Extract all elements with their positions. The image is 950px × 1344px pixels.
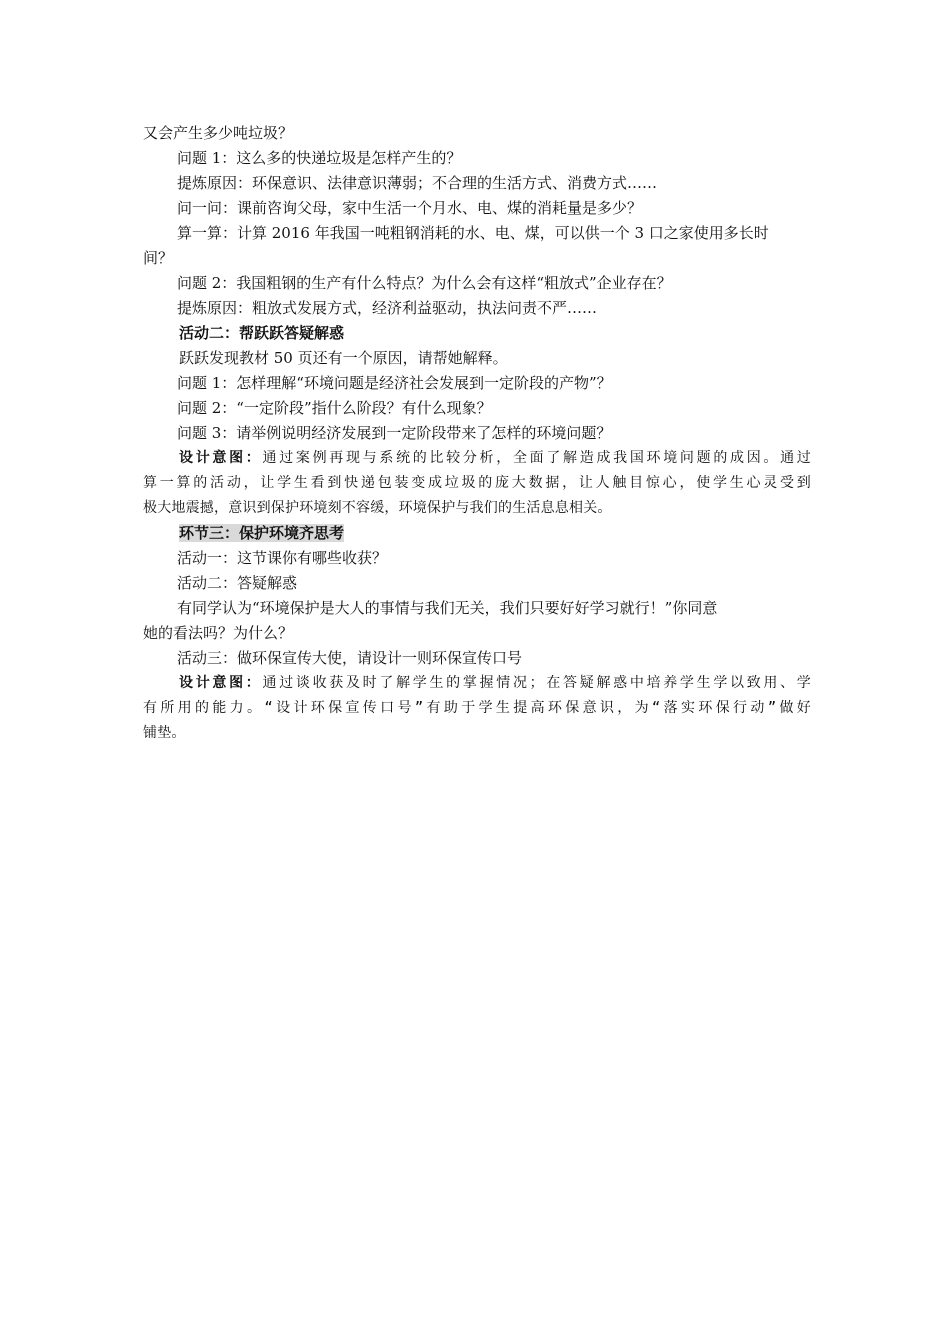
text-line: 又会产生多少吨垃圾？ — [143, 124, 294, 142]
section-heading — [143, 521, 811, 546]
reason-line: 提炼原因：粗放式发展方式，经济利益驱动，执法问责不严…… — [177, 299, 598, 317]
activity-heading: 活动二：帮跃跃答疑解惑 — [179, 324, 345, 342]
ask-line: 问一问：课前咨询父母，家中生活一个月水、电、煤的消耗量是多少？ — [177, 199, 643, 217]
activity-line: 活动二：答疑解惑 — [177, 574, 298, 592]
question-line: 问题 3：请举例说明经济发展到一定阶段带来了怎样的环境问题？ — [177, 424, 612, 442]
activity-line: 活动一：这节课你有哪些收获？ — [177, 549, 388, 567]
activity-line: 活动三：做环保宣传大使，请设计一则环保宣传口号 — [177, 649, 523, 667]
design-intent-line: 设计意图：通过谈收获及时了解学生的掌握情况；在答疑解惑中培养学生学以致用、学 — [179, 675, 812, 691]
text-line: 有同学认为“环境保护是大人的事情与我们无关，我们只要好好学习就行！”你同意 — [177, 599, 718, 617]
lesson-plan-text — [143, 121, 811, 746]
question-line: 问题 2：我国粗钢的生产有什么特点？为什么会有这样“粗放式”企业存在？ — [177, 274, 672, 292]
section-heading-highlight: 环节三：保护环境齐思考 — [179, 524, 345, 542]
calculate-line: 算一算：计算 2016 年我国一吨粗钢消耗的水、电、煤，可以供一个 3 口之家使用多长时 — [177, 224, 769, 242]
design-intent-line: 铺垫。 — [143, 725, 186, 741]
design-intent-line: 设计意图：通过案例再现与系统的比较分析，全面了解造成我国环境问题的成因。通过 — [179, 450, 812, 466]
design-intent-line: 极大地震撼，意识到保护环境刻不容缓，环境保护与我们的生活息息相关。 — [143, 500, 612, 516]
question-line: 问题 2：“一定阶段”指什么阶段？有什么现象？ — [177, 399, 492, 417]
text-line: 她的看法吗？为什么？ — [143, 624, 294, 642]
question-line: 问题 1：怎样理解“环境问题是经济社会发展到一定阶段的产物”？ — [177, 374, 612, 392]
design-intent-line: 有所用的能力。“设计环保宣传口号”有助于学生提高环保意识，为“落实环保行动”做好 — [143, 700, 811, 716]
question-line: 问题 1：这么多的快递垃圾是怎样产生的？ — [177, 149, 462, 167]
text-line: 跃跃发现教材 50 页还有一个原因，请帮她解释。 — [179, 349, 508, 367]
design-intent-label: 设计意图： — [179, 675, 263, 691]
reason-line: 提炼原因：环保意识、法律意识薄弱；不合理的生活方式、消费方式…… — [177, 174, 658, 192]
design-intent-label: 设计意图： — [179, 450, 263, 466]
design-intent-line: 算一算的活动，让学生看到快递包装变成垃圾的庞大数据，让人触目惊心，使学生心灵受到 — [143, 475, 811, 491]
text-line: 间？ — [143, 249, 174, 267]
